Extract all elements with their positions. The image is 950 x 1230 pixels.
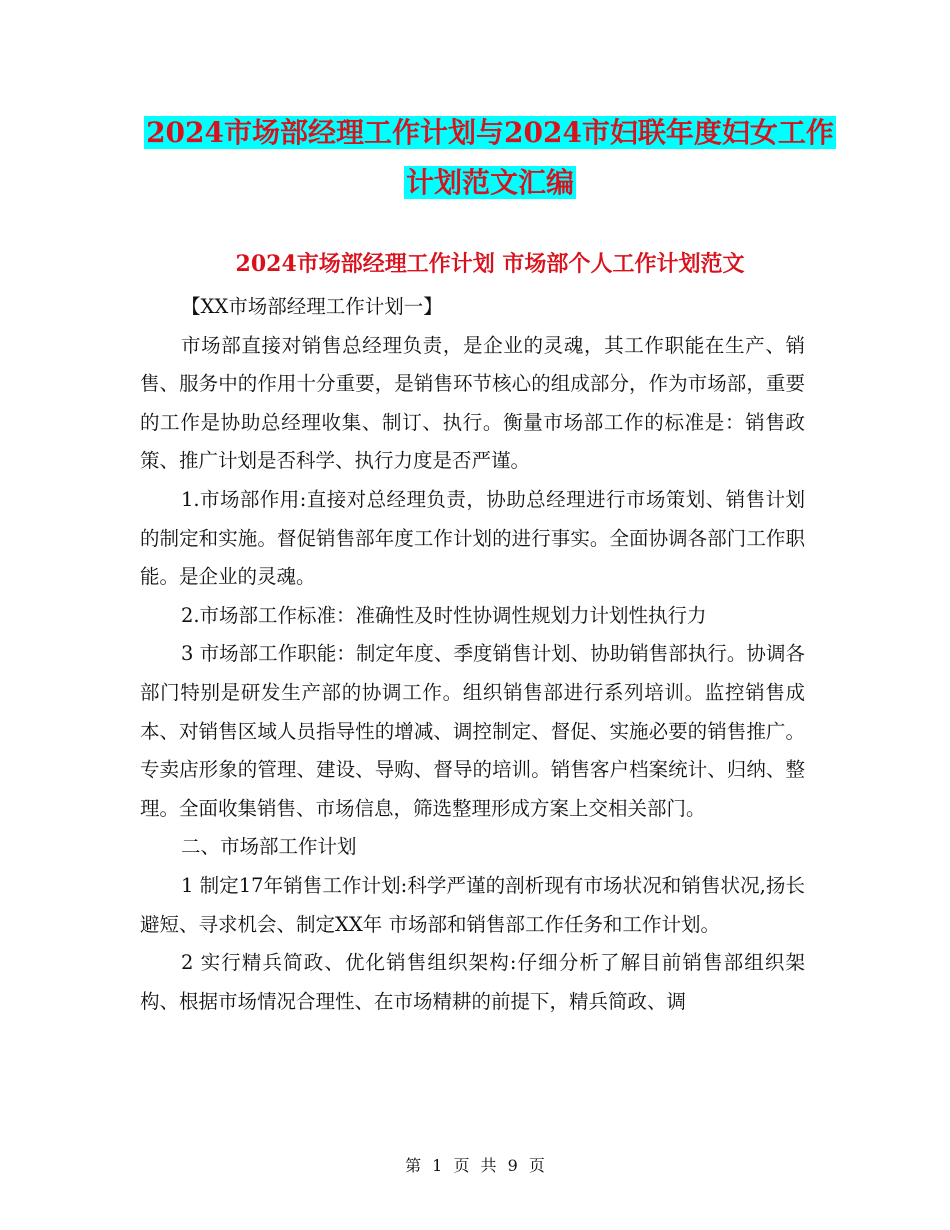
main-title-highlight: 2024市场部经理工作计划与2024市妇联年度妇女工作计划范文汇编: [146, 116, 834, 199]
document-sub-title: 2024市场部经理工作计划 市场部个人工作计划范文: [235, 251, 745, 277]
paragraph-heading-plan-one: 【XX市场部经理工作计划一】: [180, 295, 443, 318]
paragraph-standard: 2.市场部工作标准：准确性及时性协调性规划力计划性执行力: [180, 603, 707, 627]
paragraph-plan-item-2: 2 实行精兵简政、优化销售组织架构:仔细分析了解目前销售部组织架构、根据市场情况合理性、在市场精耕的前提下，精兵简政、调: [140, 951, 805, 1013]
document-body: [140, 288, 805, 1021]
paragraph-plan-item-1: 1 制定17年销售工作计划:科学严谨的剖析现有市场状况和销售状况,扬长避短、寻求机会、制定XX年 市场部和销售部工作任务和工作计划。: [140, 873, 805, 936]
paragraph-section-two-heading: 二、市场部工作计划: [180, 835, 357, 859]
paragraph-role: 1.市场部作用:直接对总经理负责，协助总经理进行市场策划、销售计划的制定和实施。督促销售部年度工作计划的进行事实。全面协调各部门工作职能。是企业的灵魂。: [140, 487, 805, 589]
paragraph-intro: 市场部直接对销售总经理负责，是企业的灵魂，其工作职能在生产、销售、服务中的作用十分重要，是销售环节核心的组成部分，作为市场部，重要的工作是协助总经理收集、制订、执行。衡量市场部工作的标准是：销售政策、推广计划是否科学、执行力度是否严谨。: [140, 333, 805, 473]
paragraph-functions: 3 市场部工作职能：制定年度、季度销售计划、协助销售部执行。协调各部门特别是研发生产部的协调工作。组织销售部进行系列培训。监控销售成本、对销售区域人员指导性的增减、调控制定、督促、实施必要的销售推广。专卖店形象的管理、建设、导购、督导的培训。销售客户档案统计、归纳、整理。全面收集销售、市场信息，筛选整理形成方案上交相关部门。: [140, 642, 805, 820]
document-main-title: [140, 108, 840, 208]
page-footer: 第 1 页 共 9 页: [405, 1156, 545, 1175]
